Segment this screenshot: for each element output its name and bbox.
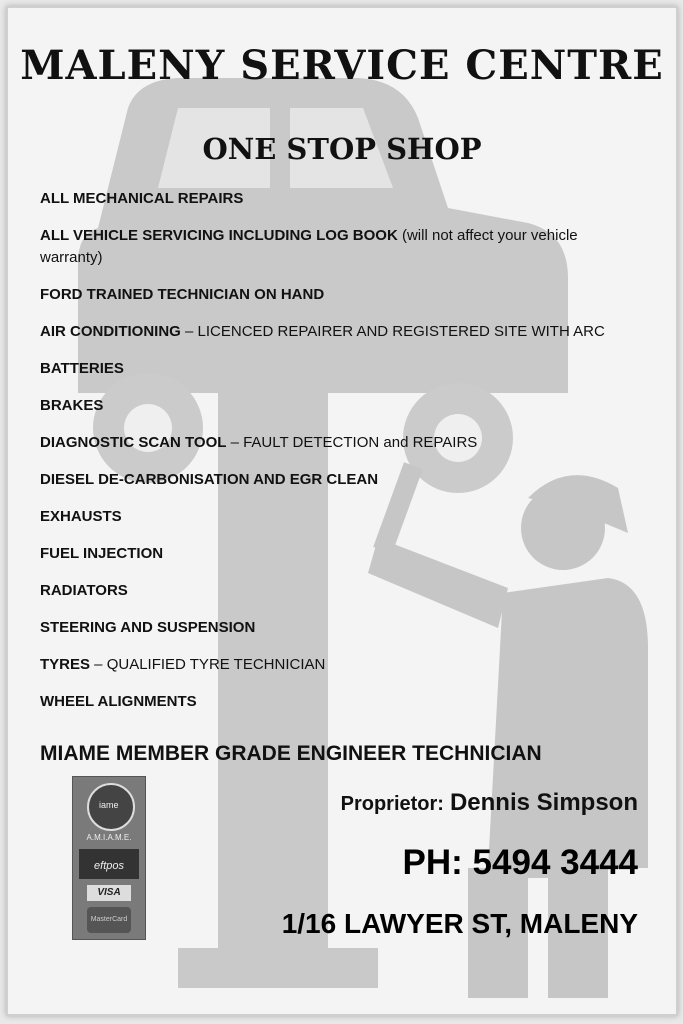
mastercard-logo-icon: MasterCard (87, 907, 131, 933)
service-item: STEERING AND SUSPENSION (40, 619, 256, 636)
service-item: WHEEL ALIGNMENTS (40, 693, 197, 710)
payment-logos (72, 776, 146, 940)
iame-seal-icon: iame (87, 783, 135, 831)
proprietor-line (341, 789, 638, 817)
visa-logo-icon: VISA (87, 885, 131, 901)
service-item: RADIATORS (40, 582, 128, 599)
service-item: FUEL INJECTION (40, 545, 164, 562)
shop-title: MALENY SERVICE CENTRE (20, 42, 664, 89)
service-item: ALL MECHANICAL REPAIRS (40, 190, 244, 207)
service-item: TYRES – QUALIFIED TYRE TECHNICIAN (40, 656, 326, 673)
service-item: EXHAUSTS (40, 508, 122, 525)
street-address: 1/16 LAWYER ST, MALENY (281, 908, 638, 939)
phone-number: PH: 5494 3444 (402, 843, 638, 882)
service-item: AIR CONDITIONING – LICENCED REPAIRER AND REGISTERED SITE WITH ARC (40, 323, 605, 340)
membership-line: MIAME MEMBER GRADE ENGINEER TECHNICIAN (40, 742, 542, 765)
services-list (40, 188, 630, 728)
proprietor-name: Dennis Simpson (449, 789, 638, 816)
eftpos-logo-icon: eftpos (79, 849, 139, 879)
service-item: BATTERIES (40, 360, 124, 377)
service-item: ALL VEHICLE SERVICING INCLUDING LOG BOOK (will not affect your vehicle warranty) (40, 227, 578, 266)
service-item: FORD TRAINED TECHNICIAN ON HAND (40, 286, 325, 303)
service-item: BRAKES (40, 397, 104, 414)
service-item: DIAGNOSTIC SCAN TOOL – FAULT DETECTION and REPAIRS (40, 434, 478, 451)
service-item: DIESEL DE-CARBONISATION AND EGR CLEAN (40, 471, 379, 488)
seal-caption: A.M.I.A.M.E. (86, 833, 132, 842)
proprietor-label: Proprietor: (340, 793, 444, 815)
poster (6, 6, 678, 1016)
shop-subtitle: ONE STOP SHOP (202, 132, 482, 166)
